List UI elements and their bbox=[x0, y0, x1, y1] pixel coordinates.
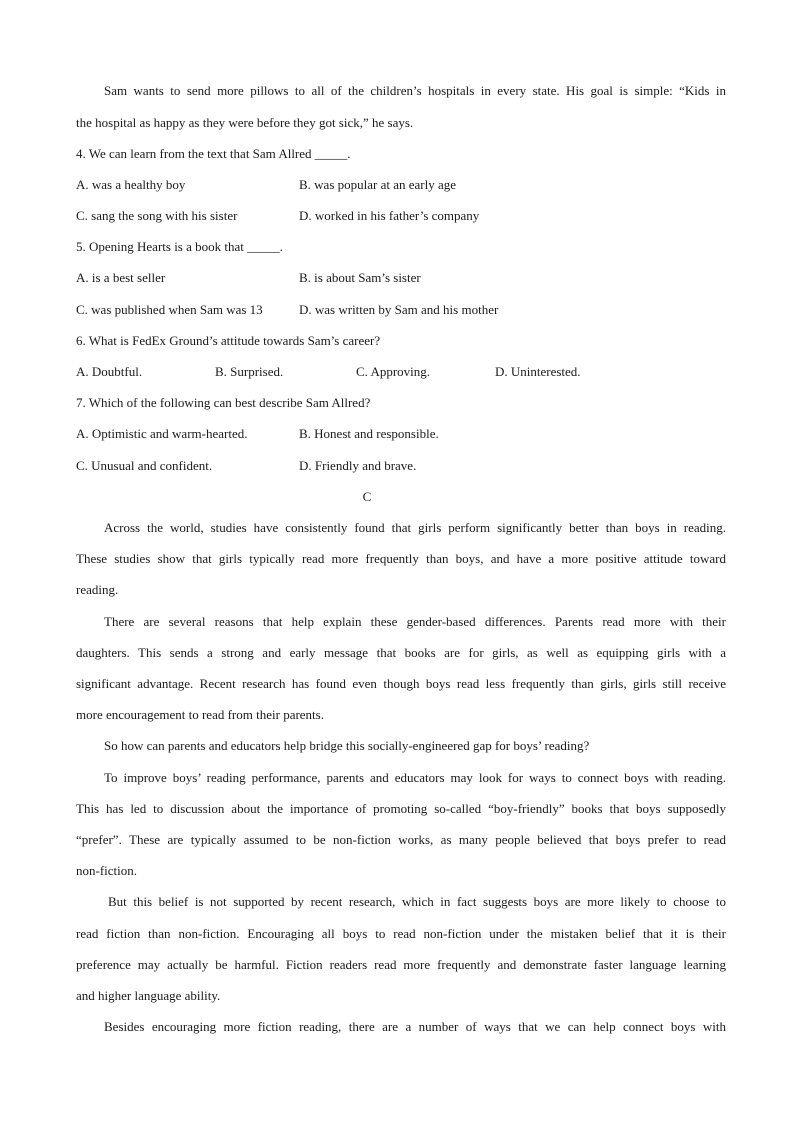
paragraph-line: and higher language ability. bbox=[76, 988, 221, 1003]
paragraph-line: So how can parents and educators help bridge this socially-engineered gap for boys’ reading? bbox=[104, 738, 590, 753]
question-5-option-a: A. is a best seller bbox=[76, 270, 166, 285]
paragraph-line: the hospital as happy as they were before they got sick,” he says. bbox=[76, 115, 414, 130]
paragraph-line: reading. bbox=[76, 582, 119, 597]
question-7-option-a: A. Optimistic and warm-hearted. bbox=[76, 426, 248, 441]
paragraph-line: more encouragement to read from their parents. bbox=[76, 707, 324, 722]
question-4-option-b: B. was popular at an early age bbox=[299, 177, 457, 192]
question-6-option-b: B. Surprised. bbox=[215, 364, 284, 379]
question-6-option-d: D. Uninterested. bbox=[495, 364, 581, 379]
question-4-stem: 4. We can learn from the text that Sam Allred _____. bbox=[76, 146, 351, 161]
paragraph-line: Across the world, studies have consistently found that girls perform significantly better than boys in reading. bbox=[104, 520, 726, 535]
paragraph-line: There are several reasons that help explain these gender-based differences. Parents read more with their bbox=[104, 614, 726, 629]
section-heading: C bbox=[362, 489, 372, 504]
paragraph-line: This has led to discussion about the importance of promoting so-called “boy-friendly” books that boys supposedly bbox=[76, 801, 726, 816]
paragraph-line: non-fiction. bbox=[76, 863, 138, 878]
question-5-option-c: C. was published when Sam was 13 bbox=[76, 302, 263, 317]
question-4-option-c: C. sang the song with his sister bbox=[76, 208, 238, 223]
question-4-option-a: A. was a healthy boy bbox=[76, 177, 186, 192]
paragraph-line: read fiction than non-fiction. Encouraging all boys to read non-fiction under the mistaken belief that it is their bbox=[76, 926, 726, 941]
paragraph-line: significant advantage. Recent research has found even though boys read less frequently than girls, girls still receive bbox=[76, 676, 726, 691]
paragraph-line: daughters. This sends a strong and early message that books are for girls, as well as equipping girls with a bbox=[76, 645, 726, 660]
question-6-stem: 6. What is FedEx Ground’s attitude towards Sam’s career? bbox=[76, 333, 381, 348]
question-5-option-d: D. was written by Sam and his mother bbox=[299, 302, 499, 317]
paragraph-line: Sam wants to send more pillows to all of the children’s hospitals in every state. His goal is simple: “Kids in bbox=[104, 83, 726, 98]
question-5-option-b: B. is about Sam’s sister bbox=[299, 270, 421, 285]
paragraph-line: These studies show that girls typically read more frequently than boys, and have a more positive attitude toward bbox=[76, 551, 726, 566]
question-5-stem: 5. Opening Hearts is a book that _____. bbox=[76, 239, 283, 254]
question-7-option-b: B. Honest and responsible. bbox=[299, 426, 439, 441]
question-6-option-c: C. Approving. bbox=[356, 364, 431, 379]
question-7-option-c: C. Unusual and confident. bbox=[76, 458, 213, 473]
paragraph-line: “prefer”. These are typically assumed to be non-fiction works, as many people believed that boys prefer to read bbox=[76, 832, 726, 847]
paragraph-line: To improve boys’ reading performance, parents and educators may look for ways to connect boys with reading. bbox=[104, 770, 726, 785]
paragraph-line: preference may actually be harmful. Fiction readers read more frequently and demonstrate faster language learning bbox=[76, 957, 726, 972]
question-6-option-a: A. Doubtful. bbox=[76, 364, 143, 379]
paragraph-line: But this belief is not supported by recent research, which in fact suggests boys are more likely to choose to bbox=[108, 894, 726, 909]
question-7-option-d: D. Friendly and brave. bbox=[299, 458, 417, 473]
paragraph-line: Besides encouraging more fiction reading, there are a number of ways that we can help connect boys with bbox=[104, 1019, 726, 1034]
question-7-stem: 7. Which of the following can best describe Sam Allred? bbox=[76, 395, 371, 410]
question-4-option-d: D. worked in his father’s company bbox=[299, 208, 480, 223]
